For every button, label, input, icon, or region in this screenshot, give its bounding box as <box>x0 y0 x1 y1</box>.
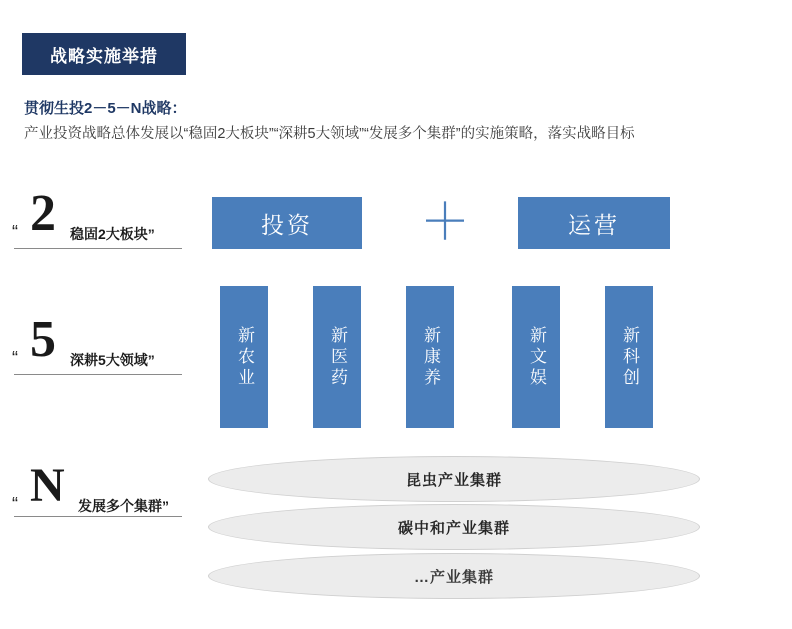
field-bar-label: 新康养 <box>421 325 440 389</box>
row-number-five: 5 <box>30 311 56 368</box>
field-bar-label: 新医药 <box>328 325 347 389</box>
cluster-label: 碳中和产业集群 <box>397 519 510 537</box>
row-number-two: 2 <box>30 185 56 242</box>
field-bar-label: 新文娱 <box>527 325 546 389</box>
row-underline-five <box>14 374 182 375</box>
cluster-ellipse-insect <box>208 456 700 502</box>
row-label-n <box>8 459 186 528</box>
row-subtext-n: 发展多个集群” <box>78 498 169 514</box>
field-bar-health <box>406 286 454 428</box>
block-invest <box>212 197 362 249</box>
row-label-five <box>8 311 186 386</box>
block-operate <box>518 197 670 249</box>
row-subtext-five: 深耕5大领域” <box>70 352 155 368</box>
cluster-label: 昆虫产业集群 <box>405 471 502 489</box>
field-bar-medicine <box>313 286 361 428</box>
field-bar-label: 新农业 <box>235 325 254 389</box>
page-title: 战略实施举措 <box>50 46 158 66</box>
intro-heading: 贯彻生投2－5－N战略： <box>24 100 187 117</box>
row-underline-two <box>14 248 182 249</box>
block-operate-label: 运营 <box>568 211 620 238</box>
plus-icon: ＋ <box>420 194 470 250</box>
row-subtext-two: 稳固2大板块” <box>70 226 155 242</box>
field-bar-culture <box>512 286 560 428</box>
title-banner <box>22 33 186 75</box>
field-bar-label: 新科创 <box>620 325 639 389</box>
field-bar-agriculture <box>220 286 268 428</box>
quote-open-two: “ <box>12 222 18 242</box>
quote-open-five: “ <box>12 348 18 368</box>
quote-open-n: “ <box>12 494 18 514</box>
intro-block <box>24 98 764 147</box>
cluster-ellipse-other <box>208 553 700 599</box>
block-invest-label: 投资 <box>261 211 313 238</box>
cluster-label: …产业集群 <box>413 568 494 586</box>
intro-body: 产业投资战略总体发展以“稳固2大板块”“深耕5大领域”“发展多个集群”的实施策略，落实战略目标 <box>24 126 635 142</box>
row-number-n: N <box>30 459 65 512</box>
cluster-ellipse-carbon <box>208 504 700 550</box>
field-bar-tech <box>605 286 653 428</box>
row-label-two <box>8 185 186 260</box>
row-underline-n <box>14 516 182 517</box>
